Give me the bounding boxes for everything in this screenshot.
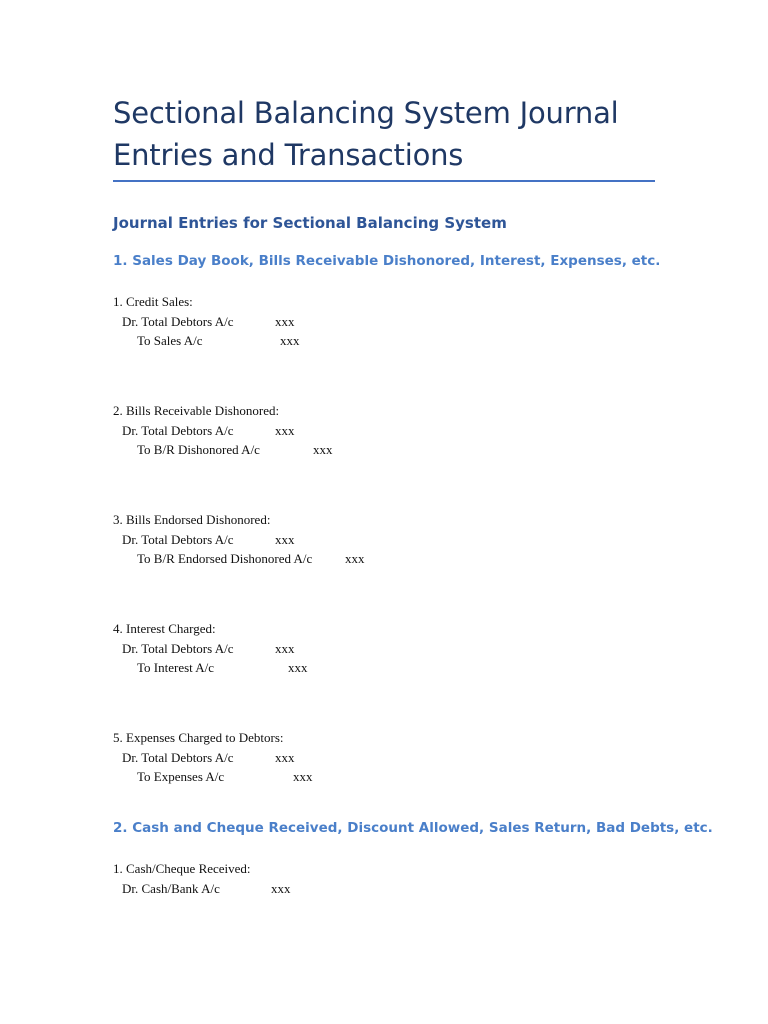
debit-amount: xxx bbox=[275, 422, 295, 438]
title-underline bbox=[113, 180, 655, 182]
entry-label: 4. Interest Charged: bbox=[113, 621, 216, 636]
debit-account: Dr. Total Debtors A/c bbox=[122, 313, 234, 329]
section-heading: Journal Entries for Sectional Balancing System bbox=[113, 214, 507, 232]
debit-account: Dr. Total Debtors A/c bbox=[122, 422, 234, 438]
subsection-heading-1: 1. Sales Day Book, Bills Receivable Dishonored, Interest, Expenses, etc. bbox=[113, 253, 661, 269]
credit-account: To B/R Dishonored A/c bbox=[137, 442, 260, 457]
credit-amount: xxx bbox=[280, 333, 300, 348]
credit-amount: xxx bbox=[313, 442, 333, 457]
debit-amount: xxx bbox=[275, 313, 295, 329]
debit-account: Dr. Total Debtors A/c bbox=[122, 640, 234, 656]
debit-account: Dr. Total Debtors A/c bbox=[122, 531, 234, 547]
document-title: Sectional Balancing System Journal Entries and Transactions bbox=[113, 96, 619, 172]
credit-account: To B/R Endorsed Dishonored A/c bbox=[137, 551, 313, 566]
entry-label: 1. Credit Sales: bbox=[113, 294, 193, 309]
credit-account: To Sales A/c bbox=[137, 333, 203, 348]
credit-amount: xxx bbox=[293, 769, 313, 784]
entry-label: 2. Bills Receivable Dishonored: bbox=[113, 403, 280, 418]
debit-amount: xxx bbox=[271, 880, 291, 896]
debit-account: Dr. Total Debtors A/c bbox=[122, 749, 234, 765]
entry-label: 1. Cash/Cheque Received: bbox=[113, 861, 251, 876]
subsection-heading-2: 2. Cash and Cheque Received, Discount Allowed, Sales Return, Bad Debts, etc. bbox=[113, 820, 713, 836]
credit-amount: xxx bbox=[345, 551, 365, 566]
credit-account: To Expenses A/c bbox=[137, 769, 225, 784]
debit-account: Dr. Cash/Bank A/c bbox=[122, 880, 220, 896]
credit-amount: xxx bbox=[288, 660, 308, 675]
debit-amount: xxx bbox=[275, 749, 295, 765]
debit-amount: xxx bbox=[275, 640, 295, 656]
entry-label: 3. Bills Endorsed Dishonored: bbox=[113, 512, 271, 527]
credit-account: To Interest A/c bbox=[137, 660, 215, 675]
debit-amount: xxx bbox=[275, 531, 295, 547]
entry-label: 5. Expenses Charged to Debtors: bbox=[113, 730, 284, 745]
